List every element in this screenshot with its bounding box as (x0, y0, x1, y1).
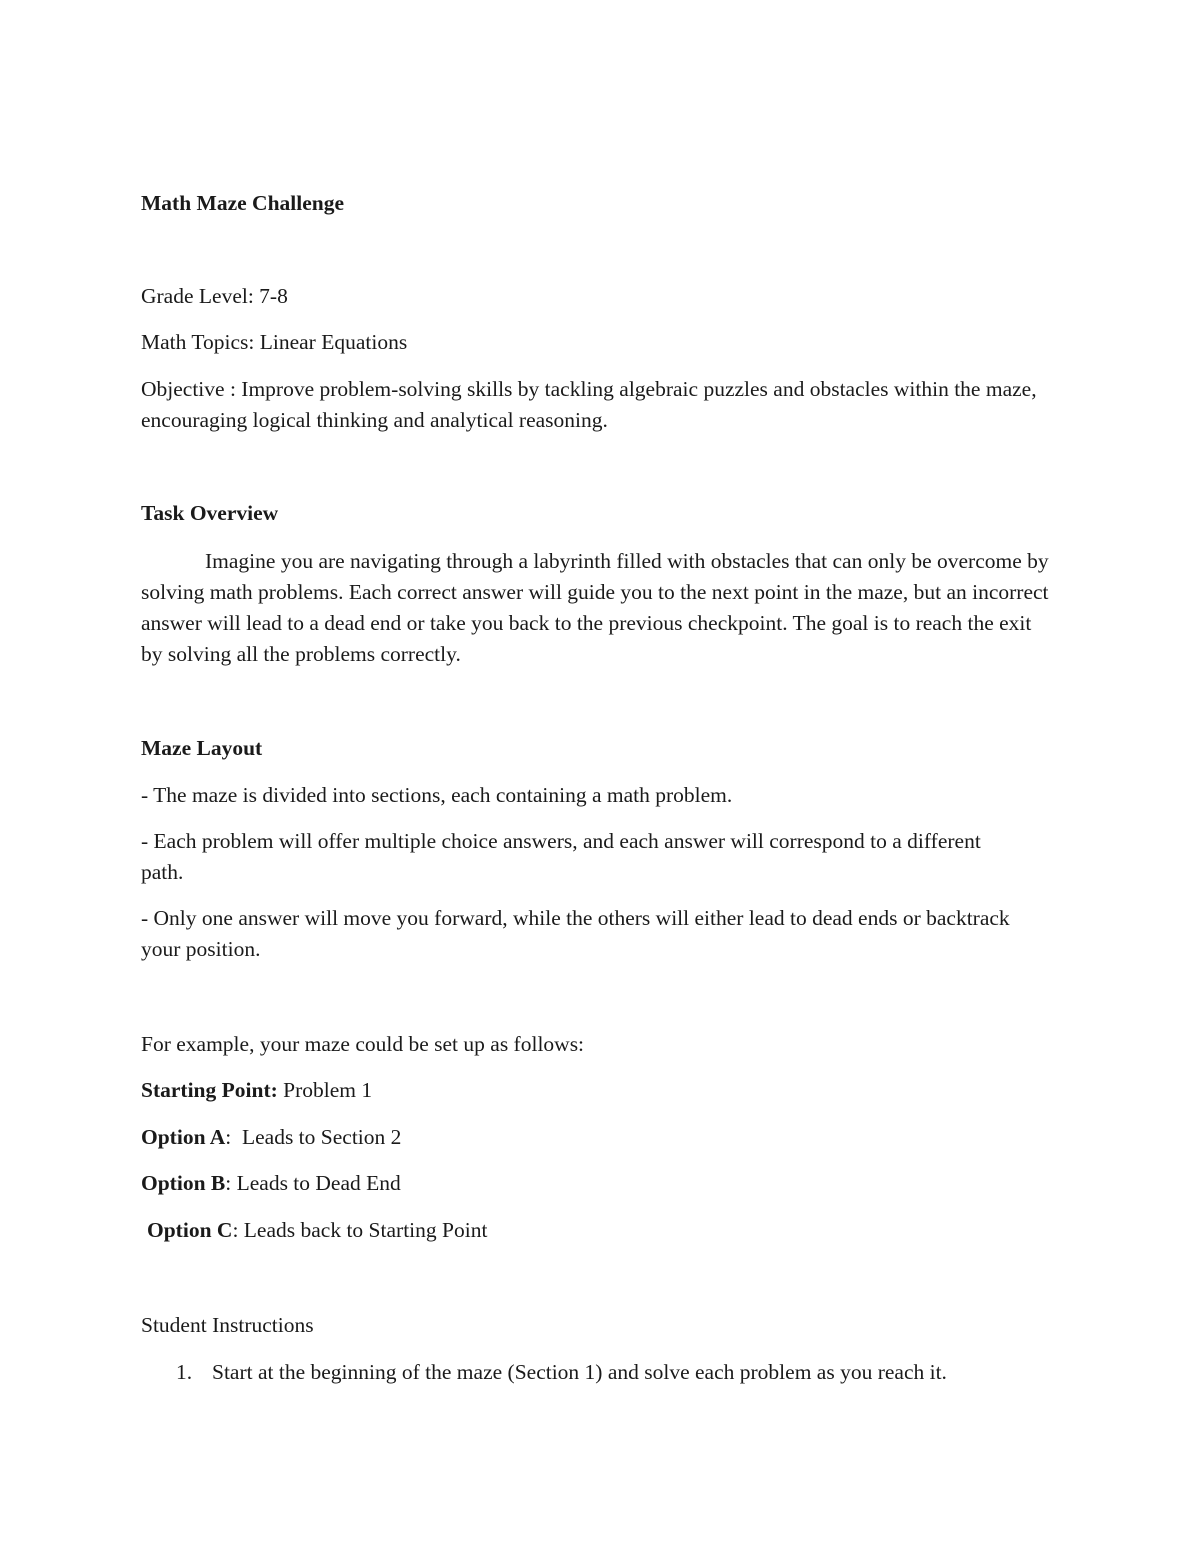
option-b-value: : Leads to Dead End (225, 1171, 401, 1195)
objective-paragraph: Objective : Improve problem-solving skills by tackling algebraic puzzles and obstacles within the maze, encouraging logical thinking and analytical reasoning. (141, 377, 1037, 432)
option-a-label: Option A (141, 1125, 226, 1149)
maze-layout-heading: Maze Layout (141, 736, 263, 760)
starting-point-value: Problem 1 (277, 1078, 373, 1102)
maze-layout-bullet: - Only one answer will move you forward, while the others will either lead to dead ends or backtrack your position. (141, 906, 1010, 961)
option-c-value: : Leads back to Starting Point (232, 1218, 488, 1242)
math-topics: Math Topics: Linear Equations (141, 330, 408, 354)
task-overview-heading: Task Overview (141, 501, 279, 525)
starting-point-line (141, 1080, 372, 1102)
option-c-line (147, 1220, 487, 1242)
task-overview-paragraph: Imagine you are navigating through a labyrinth filled with obstacles that can only be overcome by solving math problems. Each correct answer will guide you to the next point in the maze, but an incorrect answer will lead to a dead end or take you back to the previous checkpoint. The goal is to reach the exit by solving all the problems correctly. (141, 549, 1049, 666)
document-title: Math Maze Challenge (141, 191, 345, 215)
option-a-line (141, 1127, 401, 1149)
maze-layout-bullet: - Each problem will offer multiple choice answers, and each answer will correspond to a different path. (141, 829, 981, 884)
maze-layout-bullet: - The maze is divided into sections, each containing a math problem. (141, 783, 733, 807)
option-b-label: Option B (141, 1171, 226, 1195)
instruction-text: Start at the beginning of the maze (Section 1) and solve each problem as you reach it. (212, 1360, 947, 1384)
example-intro: For example, your maze could be set up as follows: (141, 1032, 585, 1056)
option-b-line (141, 1173, 401, 1195)
option-c-label: Option C (147, 1218, 233, 1242)
option-a-value: : Leads to Section 2 (225, 1125, 402, 1149)
instruction-number: 1. (176, 1360, 193, 1384)
grade-level: Grade Level: 7-8 (141, 284, 288, 308)
student-instructions-heading: Student Instructions (141, 1313, 314, 1337)
instruction-list-item (176, 1362, 947, 1384)
starting-point-label: Starting Point: (141, 1078, 278, 1102)
